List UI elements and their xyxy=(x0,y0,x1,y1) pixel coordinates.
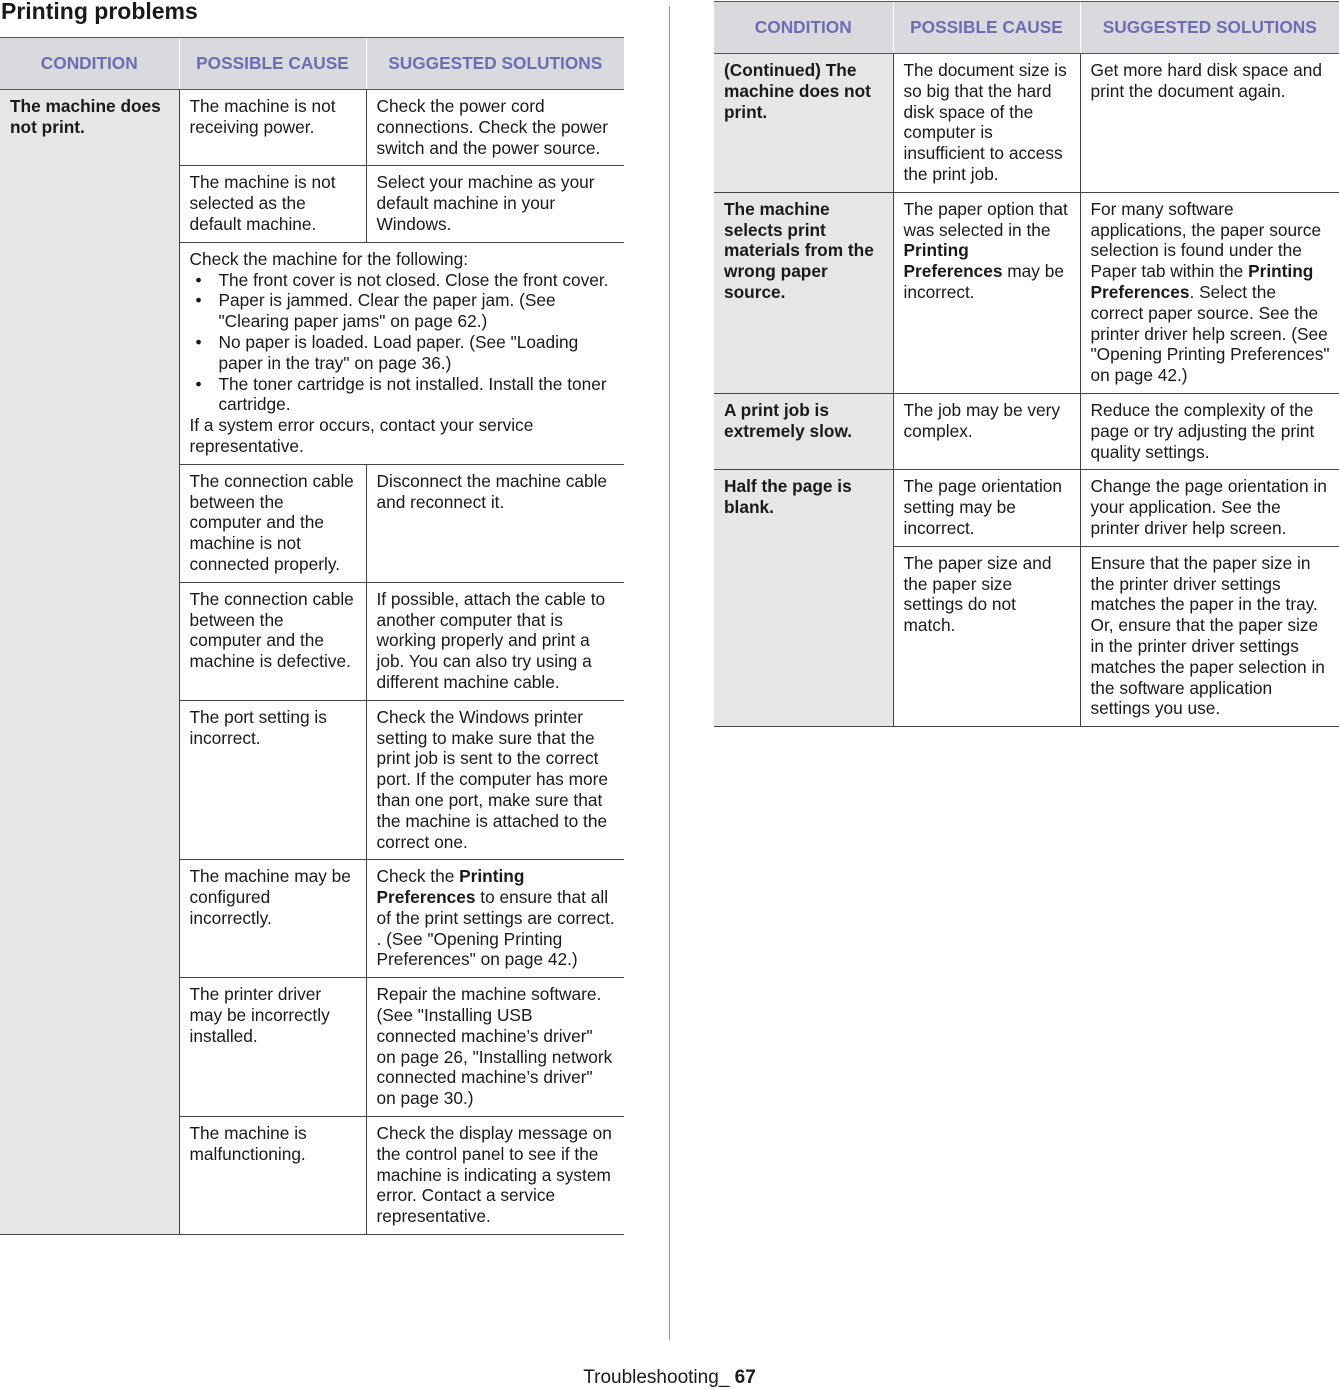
solution-cell xyxy=(1080,192,1339,393)
cause-cell xyxy=(893,192,1080,393)
printing-preferences-term: Printing Preferences xyxy=(903,240,1003,282)
cause-cell: The document size is so big that the hard disk space of the computer is insufficient to access the print job. xyxy=(893,54,1080,193)
solution-cell xyxy=(366,860,624,978)
solution-cell: Change the page orientation in your application. See the printer driver help screen. xyxy=(1080,470,1339,546)
cause-cell: The machine is malfunctioning. xyxy=(179,1117,366,1235)
checklist xyxy=(190,270,617,416)
checklist-outro: If a system error occurs, contact your service representative. xyxy=(189,415,534,456)
solution-cell xyxy=(1080,546,1339,726)
solution-text: to ensure that all of the print settings are correct. . (See "Opening Printing Preferences" on page 42.) xyxy=(376,887,615,970)
cause-cell: The connection cable between the computer and the machine is defective. xyxy=(179,582,366,700)
solution-cell: Repair the machine software. (See "Installing USB connected machine’s driver" on page 26, "Installing network connected machine’s driver" on page 30.) xyxy=(366,978,624,1117)
printing-problems-table-continued xyxy=(714,1,1339,727)
table-row xyxy=(714,54,1339,193)
checklist-item: • Paper is jammed. Clear the paper jam. (See "Clearing paper jams" on page 62.) xyxy=(190,290,617,332)
cause-cell: The paper size and the paper size settings do not match. xyxy=(893,546,1080,726)
page-title: Printing problems xyxy=(1,0,198,24)
table-header-row xyxy=(714,2,1339,54)
table-row xyxy=(714,470,1339,546)
table-header-row xyxy=(0,38,624,90)
solution-cell: Disconnect the machine cable and reconnect it. xyxy=(366,464,624,582)
condition-cell: The machine does not print. xyxy=(0,90,179,1235)
solution-text: Check the xyxy=(376,866,460,887)
condition-cell: The machine selects print materials from the wrong paper source. xyxy=(714,192,893,393)
printing-preferences-term: Printing Preferences xyxy=(376,866,525,908)
checklist-item: • The front cover is not closed. Close the front cover. xyxy=(190,270,617,291)
page-number: 67 xyxy=(734,1367,756,1388)
checklist-cell xyxy=(179,242,624,464)
checklist-intro: Check the machine for the following: xyxy=(189,248,469,269)
solution-cell: Check the display message on the control panel to see if the machine is indicating a system error. Contact a service representative. xyxy=(366,1117,624,1235)
header-condition: CONDITION xyxy=(0,38,179,90)
cause-text: may be incorrect. xyxy=(903,261,1064,302)
solution-cell: Check the Windows printer setting to make sure that the print job is sent to the correct port. If the computer has more than one port, make sure that the machine is attached to the correct one. xyxy=(366,700,624,860)
header-condition: CONDITION xyxy=(714,2,893,54)
cause-cell: The page orientation setting may be incorrect. xyxy=(893,470,1080,546)
solution-cell: Select your machine as your default machine in your Windows. xyxy=(366,166,624,242)
table-row xyxy=(714,192,1339,393)
column-divider xyxy=(669,6,670,1340)
table-row xyxy=(714,393,1339,469)
checklist-item: • No paper is loaded. Load paper. (See "Loading paper in the tray" on page 36.) xyxy=(190,332,617,374)
header-suggested-solutions: SUGGESTED SOLUTIONS xyxy=(1080,2,1339,54)
solution-text: For many software applications, the paper source selection is found under the Paper tab within the xyxy=(1090,198,1322,282)
cause-cell: The machine is not receiving power. xyxy=(179,90,366,166)
header-suggested-solutions: SUGGESTED SOLUTIONS xyxy=(366,38,624,90)
solution-text: Or, ensure that the paper size in the printer driver settings matches the paper selection in the software application settings you use. xyxy=(1090,615,1325,719)
cause-cell: The machine is not selected as the default machine. xyxy=(179,166,366,242)
cause-cell: The port setting is incorrect. xyxy=(179,700,366,860)
header-possible-cause: POSSIBLE CAUSE xyxy=(179,38,366,90)
cause-cell: The job may be very complex. xyxy=(893,393,1080,469)
table-row xyxy=(0,90,624,166)
solution-text: Ensure that the paper size in the printer driver settings matches the paper in the tray. xyxy=(1090,552,1318,615)
cause-text: The paper option that was selected in the xyxy=(903,198,1068,240)
condition-cell: A print job is extremely slow. xyxy=(714,393,893,469)
solution-cell: Get more hard disk space and print the document again. xyxy=(1080,54,1339,193)
solution-cell: If possible, attach the cable to another computer that is working properly and print a job. You can also try using a different machine cable. xyxy=(366,582,624,700)
condition-cell: (Continued) The machine does not print. xyxy=(714,54,893,193)
solution-text: . Select the correct paper source. See the printer driver help screen. (See "Opening Printing Preferences" on page 42.) xyxy=(1090,281,1330,386)
printing-preferences-term: Printing Preferences xyxy=(1090,261,1314,302)
cause-cell: The machine may be configured incorrectly. xyxy=(179,860,366,978)
solution-cell: Reduce the complexity of the page or try adjusting the print quality settings. xyxy=(1080,393,1339,469)
condition-cell: Half the page is blank. xyxy=(714,470,893,727)
header-possible-cause: POSSIBLE CAUSE xyxy=(893,2,1080,54)
checklist-item: • The toner cartridge is not installed. Install the toner cartridge. xyxy=(190,374,617,416)
cause-cell: The printer driver may be incorrectly installed. xyxy=(179,978,366,1117)
page-footer xyxy=(0,1366,1339,1390)
cause-cell: The connection cable between the computer and the machine is not connected properly. xyxy=(179,464,366,582)
footer-section: Troubleshooting_ xyxy=(583,1367,735,1388)
printing-problems-table xyxy=(0,37,624,1235)
solution-cell: Check the power cord connections. Check the power switch and the power source. xyxy=(366,90,624,166)
